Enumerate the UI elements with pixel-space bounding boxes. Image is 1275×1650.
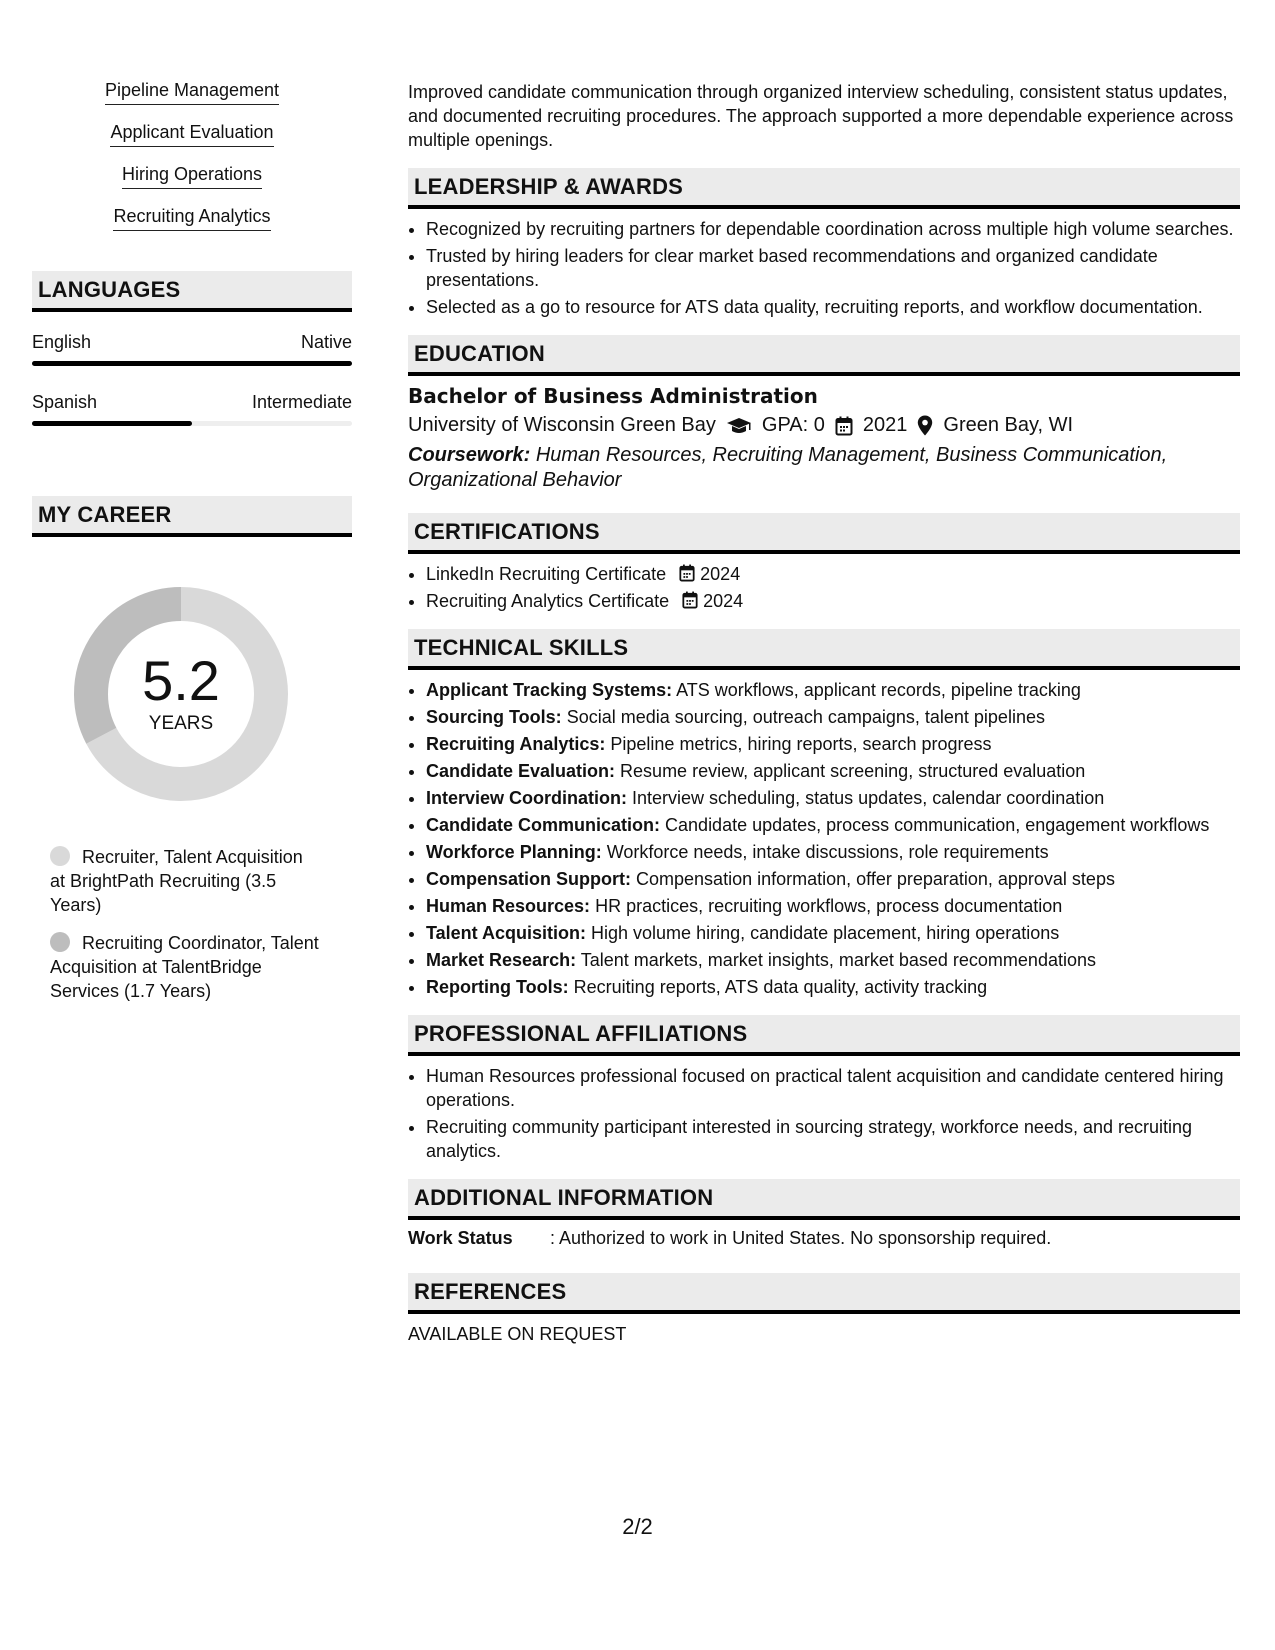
career-total-unit: YEARS: [148, 713, 214, 734]
language-name: Spanish: [32, 392, 98, 412]
skill-tags: [32, 80, 352, 231]
references-heading: REFERENCES: [408, 1273, 1240, 1314]
technical-skills-list: [408, 678, 1240, 999]
references-text: AVAILABLE ON REQUEST: [408, 1324, 627, 1344]
school-name: University of Wisconsin Green Bay: [408, 414, 716, 436]
technical-skill-item: • Sourcing Tools: Social media sourcing, outreach campaigns, talent pipelines: [426, 705, 1240, 729]
career-donut-chart: [66, 579, 296, 809]
affiliations-section: [408, 1015, 1240, 1163]
left-column: [32, 80, 352, 1017]
calendar-icon: [835, 416, 853, 436]
education-section: [408, 335, 1240, 493]
degree-title: Bachelor of Business Administration: [408, 384, 818, 408]
list-item: • Human Resources professional focused on practical talent acquisition and candidate centered hiring operations.: [426, 1064, 1240, 1112]
language-level-bar: [32, 421, 352, 426]
career-total-years: 5.2: [142, 649, 220, 712]
graduation-cap-icon: [726, 417, 752, 435]
technical-skill-item: • Human Resources: HR practices, recruiting workflows, process documentation: [426, 894, 1240, 918]
affiliations-heading: PROFESSIONAL AFFILIATIONS: [408, 1015, 1240, 1056]
skill-tag: Hiring Operations: [32, 164, 352, 189]
technical-skill-item: • Candidate Evaluation: Resume review, applicant screening, structured evaluation: [426, 759, 1240, 783]
education-heading: EDUCATION: [408, 335, 1240, 376]
summary-continued: Improved candidate communication through organized interview scheduling, consistent status updates, and documented recruiting procedures. The approach supported a more dependable experience across multiple openings.: [408, 82, 1234, 150]
legend-dot: [50, 846, 70, 866]
career-legend-item: Recruiting Coordinator, Talent Acquisition at TalentBridge Services (1.7 Years): [50, 933, 319, 1001]
languages-heading: LANGUAGES: [32, 271, 352, 312]
list-item: • Recruiting community participant interested in sourcing strategy, workforce needs, and recruiting analytics.: [426, 1115, 1240, 1163]
leadership-heading: LEADERSHIP & AWARDS: [408, 168, 1240, 209]
technical-skill-item: • Workforce Planning: Workforce needs, intake discussions, role requirements: [426, 840, 1240, 864]
coursework: [408, 443, 1240, 493]
list-item: • Recruiting Analytics Certificate 2024: [426, 589, 1240, 613]
calendar-icon: [682, 591, 698, 609]
language-level-fill: [32, 361, 352, 366]
leadership-section: [408, 168, 1240, 319]
right-column: [408, 80, 1240, 1345]
legend-dot: [50, 932, 70, 952]
language-level: Native: [300, 332, 352, 352]
language-level: Intermediate: [251, 392, 352, 412]
technical-skills-heading: TECHNICAL SKILLS: [408, 629, 1240, 670]
list-item: • Recognized by recruiting partners for dependable coordination across multiple high volume searches.: [426, 217, 1240, 241]
language-level-bar: [32, 361, 352, 366]
certifications-section: [408, 513, 1240, 613]
graduation-year: 2021: [862, 414, 908, 436]
page-number: 2/2: [622, 1514, 653, 1539]
language-name: English: [32, 332, 92, 352]
language-item: [32, 332, 352, 366]
technical-skill-item: • Candidate Communication: Candidate updates, process communication, engagement workflows: [426, 813, 1240, 837]
coursework-label: Coursework:: [408, 444, 531, 466]
skill-tag: Recruiting Analytics: [32, 206, 352, 231]
technical-skill-item: • Applicant Tracking Systems: ATS workflows, applicant records, pipeline tracking: [426, 678, 1240, 702]
career-legend-item: Recruiter, Talent Acquisition at BrightPath Recruiting (3.5 Years): [50, 847, 303, 915]
list-item: • LinkedIn Recruiting Certificate 2024: [426, 562, 1240, 586]
skill-tag: Pipeline Management: [32, 80, 352, 105]
technical-skills-section: [408, 629, 1240, 999]
career-legend: [50, 845, 320, 1003]
technical-skill-item: • Compensation Support: Compensation information, offer preparation, approval steps: [426, 867, 1240, 891]
work-status-value: : Authorized to work in United States. No sponsorship required.: [550, 1228, 1052, 1248]
gpa: GPA: 0: [761, 414, 825, 436]
location-pin-icon: [917, 415, 933, 436]
technical-skill-item: • Interview Coordination: Interview scheduling, status updates, calendar coordination: [426, 786, 1240, 810]
technical-skill-item: • Talent Acquisition: High volume hiring, candidate placement, hiring operations: [426, 921, 1240, 945]
coursework-list: Human Resources, Recruiting Management, Business Communication, Organizational Behavior: [408, 444, 1168, 491]
references-section: [408, 1273, 1240, 1345]
career-heading: MY CAREER: [32, 496, 352, 537]
technical-skill-item: • Recruiting Analytics: Pipeline metrics, hiring reports, search progress: [426, 732, 1240, 756]
calendar-icon: [679, 564, 695, 582]
work-status-label: Work Status: [408, 1228, 513, 1248]
language-item: [32, 392, 352, 426]
skill-tag: Applicant Evaluation: [32, 122, 352, 147]
technical-skill-item: • Market Research: Talent markets, market insights, market based recommendations: [426, 948, 1240, 972]
language-level-fill: [32, 421, 192, 426]
additional-info-heading: ADDITIONAL INFORMATION: [408, 1179, 1240, 1220]
education-location: Green Bay, WI: [943, 414, 1074, 436]
list-item: • Trusted by hiring leaders for clear market based recommendations and organized candidate presentations.: [426, 244, 1240, 292]
list-item: • Selected as a go to resource for ATS data quality, recruiting reports, and workflow documentation.: [426, 295, 1240, 319]
technical-skill-item: • Reporting Tools: Recruiting reports, ATS data quality, activity tracking: [426, 975, 1240, 999]
additional-info-section: [408, 1179, 1240, 1249]
certifications-heading: CERTIFICATIONS: [408, 513, 1240, 554]
education-details: [408, 414, 1240, 437]
